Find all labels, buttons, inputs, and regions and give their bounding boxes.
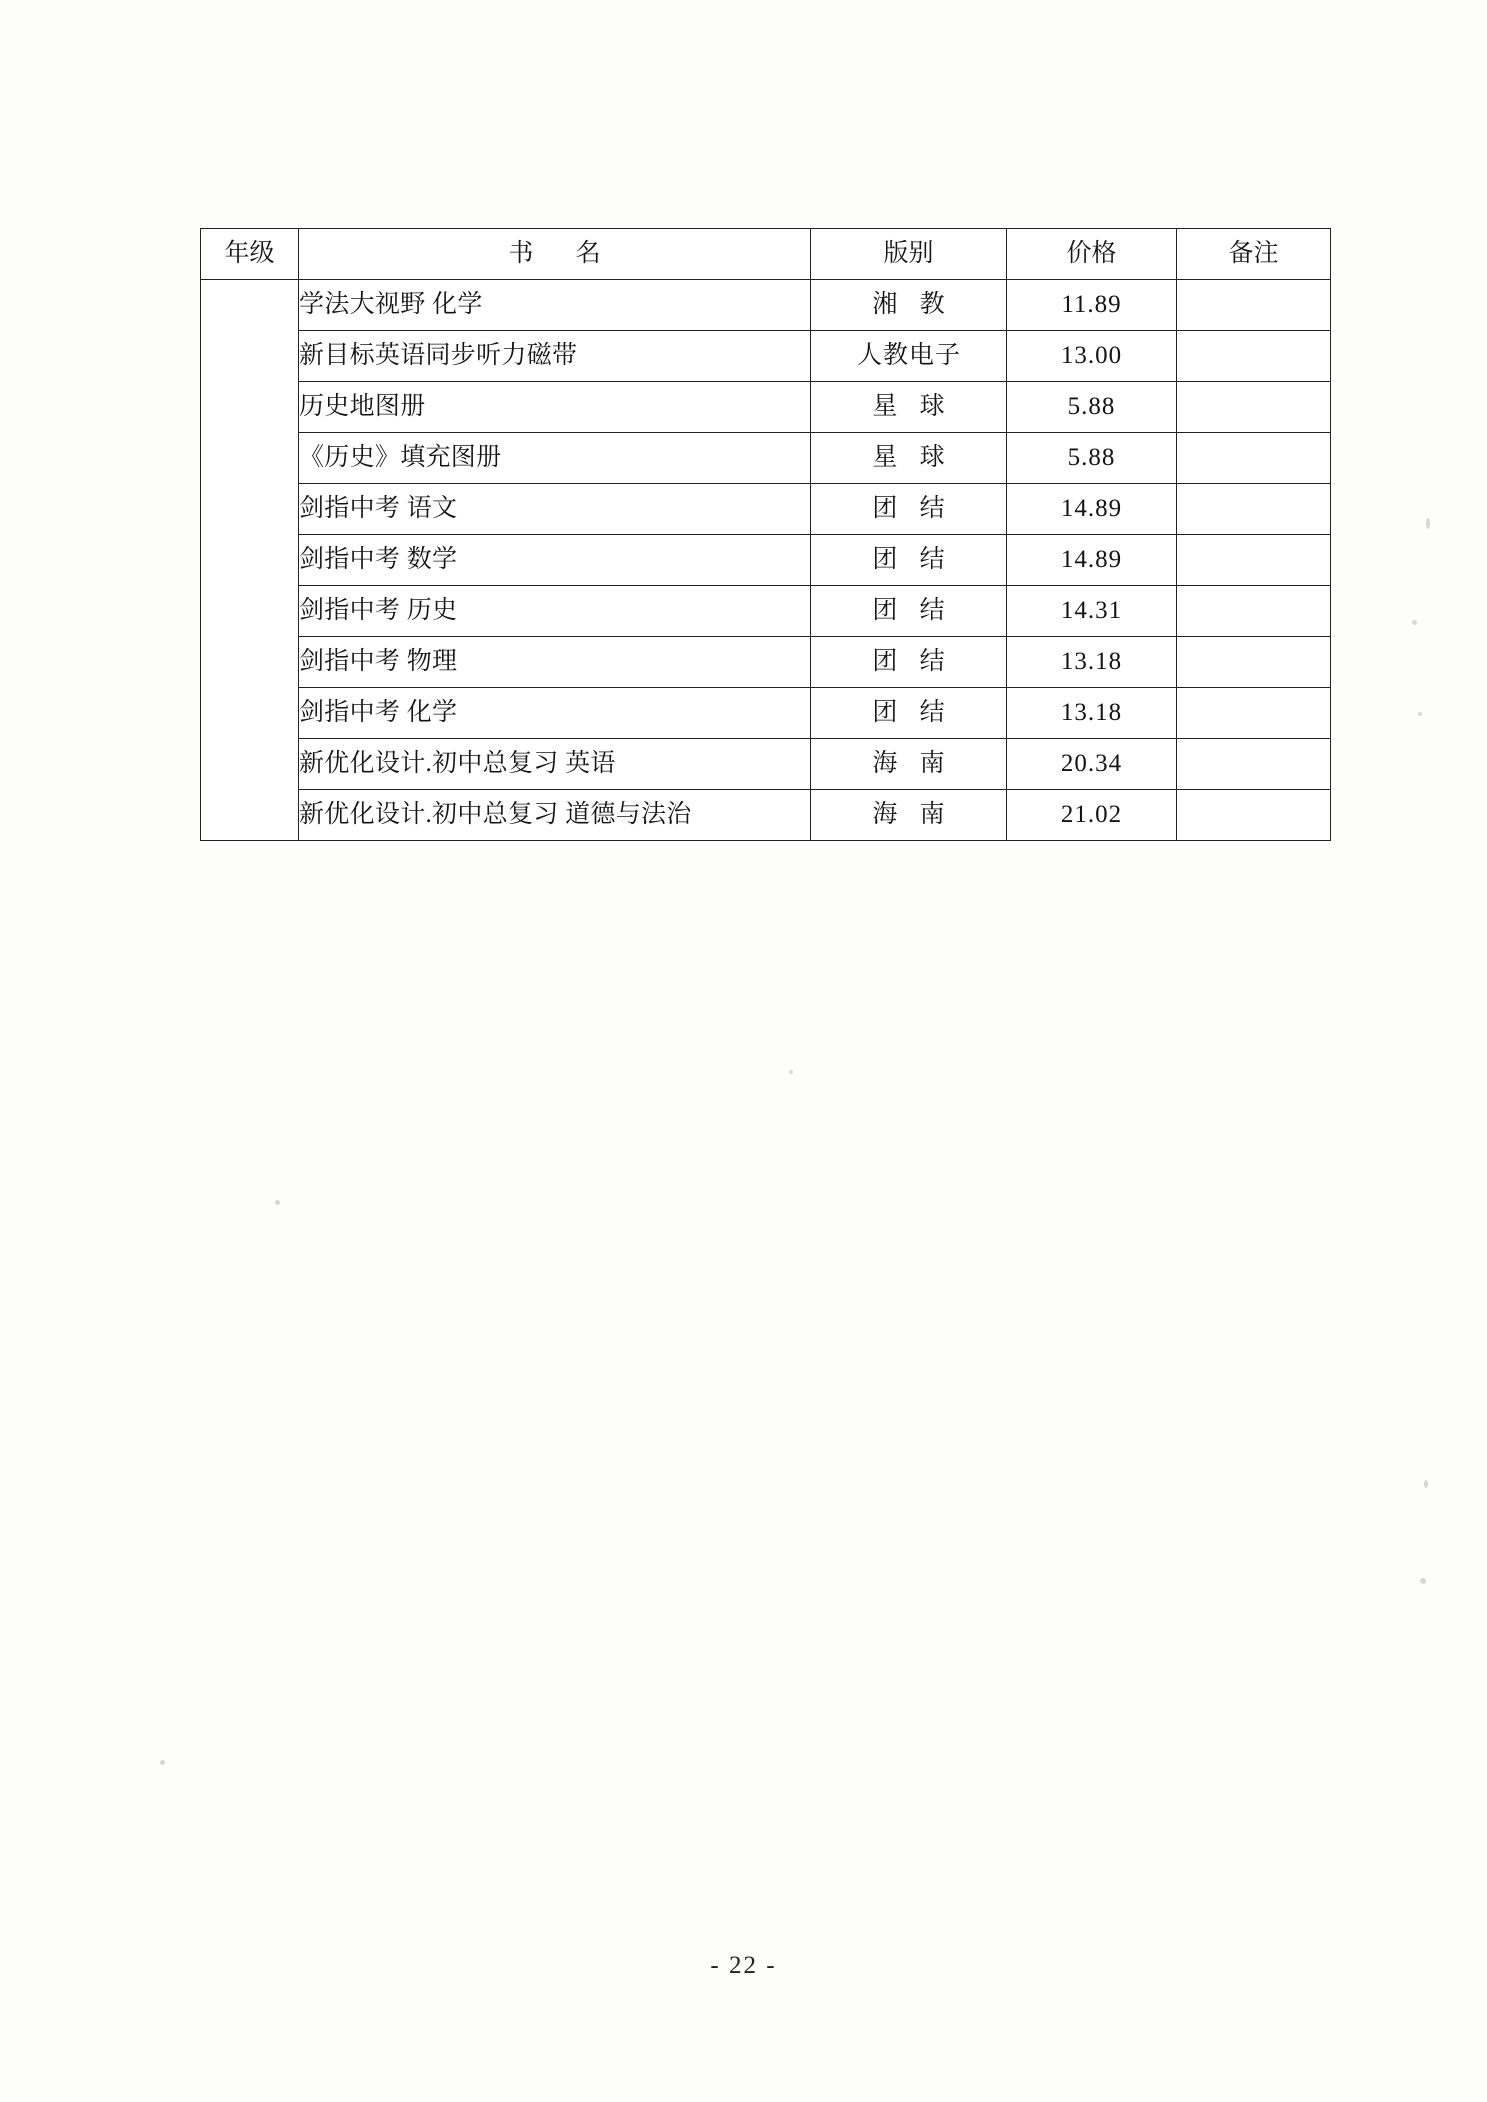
table-row <box>201 637 1331 688</box>
grade-cell <box>201 280 299 841</box>
table-header-row <box>201 229 1331 280</box>
price-cell: 5.88 <box>1007 382 1177 433</box>
price-cell: 20.34 <box>1007 739 1177 790</box>
version-cell: 海 南 <box>811 739 1007 790</box>
note-cell <box>1177 484 1331 535</box>
table-row <box>201 331 1331 382</box>
note-cell <box>1177 790 1331 841</box>
booklist-table-container <box>200 228 1330 841</box>
price-cell: 13.00 <box>1007 331 1177 382</box>
price-cell: 13.18 <box>1007 637 1177 688</box>
column-header-book-name: 书 名 <box>299 229 811 280</box>
table-row <box>201 433 1331 484</box>
table-row <box>201 688 1331 739</box>
version-cell: 海 南 <box>811 790 1007 841</box>
scan-speck <box>1426 518 1430 529</box>
scan-speck <box>789 1070 793 1074</box>
scan-speck <box>1412 620 1417 625</box>
book-name-cell: 剑指中考 物理 <box>299 637 811 688</box>
note-cell <box>1177 382 1331 433</box>
version-cell: 团 结 <box>811 535 1007 586</box>
scan-speck <box>1420 1578 1426 1584</box>
note-cell <box>1177 433 1331 484</box>
booklist-table <box>200 228 1331 841</box>
table-row <box>201 535 1331 586</box>
version-cell: 星 球 <box>811 382 1007 433</box>
book-name-cell: 剑指中考 数学 <box>299 535 811 586</box>
price-cell: 13.18 <box>1007 688 1177 739</box>
note-cell <box>1177 637 1331 688</box>
price-cell: 14.89 <box>1007 535 1177 586</box>
price-cell: 14.31 <box>1007 586 1177 637</box>
table-row <box>201 790 1331 841</box>
version-cell: 团 结 <box>811 637 1007 688</box>
table-row <box>201 739 1331 790</box>
column-header-price: 价格 <box>1007 229 1177 280</box>
book-name-cell: 学法大视野 化学 <box>299 280 811 331</box>
version-cell: 团 结 <box>811 688 1007 739</box>
book-name-cell: 新目标英语同步听力磁带 <box>299 331 811 382</box>
scan-speck <box>1424 1480 1428 1488</box>
column-header-note: 备注 <box>1177 229 1331 280</box>
scan-speck <box>275 1200 280 1205</box>
price-cell: 14.89 <box>1007 484 1177 535</box>
column-header-grade: 年级 <box>201 229 299 280</box>
table-row <box>201 484 1331 535</box>
price-cell: 11.89 <box>1007 280 1177 331</box>
column-header-version: 版别 <box>811 229 1007 280</box>
version-cell: 星 球 <box>811 433 1007 484</box>
price-cell: 5.88 <box>1007 433 1177 484</box>
book-name-cell: 剑指中考 化学 <box>299 688 811 739</box>
note-cell <box>1177 586 1331 637</box>
book-name-cell: 新优化设计.初中总复习 英语 <box>299 739 811 790</box>
page-number: - 22 - <box>710 1952 777 1979</box>
scan-speck <box>160 1760 165 1765</box>
version-cell: 湘 教 <box>811 280 1007 331</box>
price-cell: 21.02 <box>1007 790 1177 841</box>
book-name-cell: 剑指中考 历史 <box>299 586 811 637</box>
book-name-cell: 《历史》填充图册 <box>299 433 811 484</box>
table-row <box>201 382 1331 433</box>
version-cell: 团 结 <box>811 586 1007 637</box>
book-name-cell: 新优化设计.初中总复习 道德与法治 <box>299 790 811 841</box>
scan-speck <box>1418 712 1422 716</box>
note-cell <box>1177 280 1331 331</box>
book-name-cell: 历史地图册 <box>299 382 811 433</box>
book-name-cell: 剑指中考 语文 <box>299 484 811 535</box>
table-row <box>201 280 1331 331</box>
table-row <box>201 586 1331 637</box>
note-cell <box>1177 535 1331 586</box>
note-cell <box>1177 331 1331 382</box>
version-cell: 团 结 <box>811 484 1007 535</box>
note-cell <box>1177 739 1331 790</box>
version-cell: 人教电子 <box>811 331 1007 382</box>
note-cell <box>1177 688 1331 739</box>
